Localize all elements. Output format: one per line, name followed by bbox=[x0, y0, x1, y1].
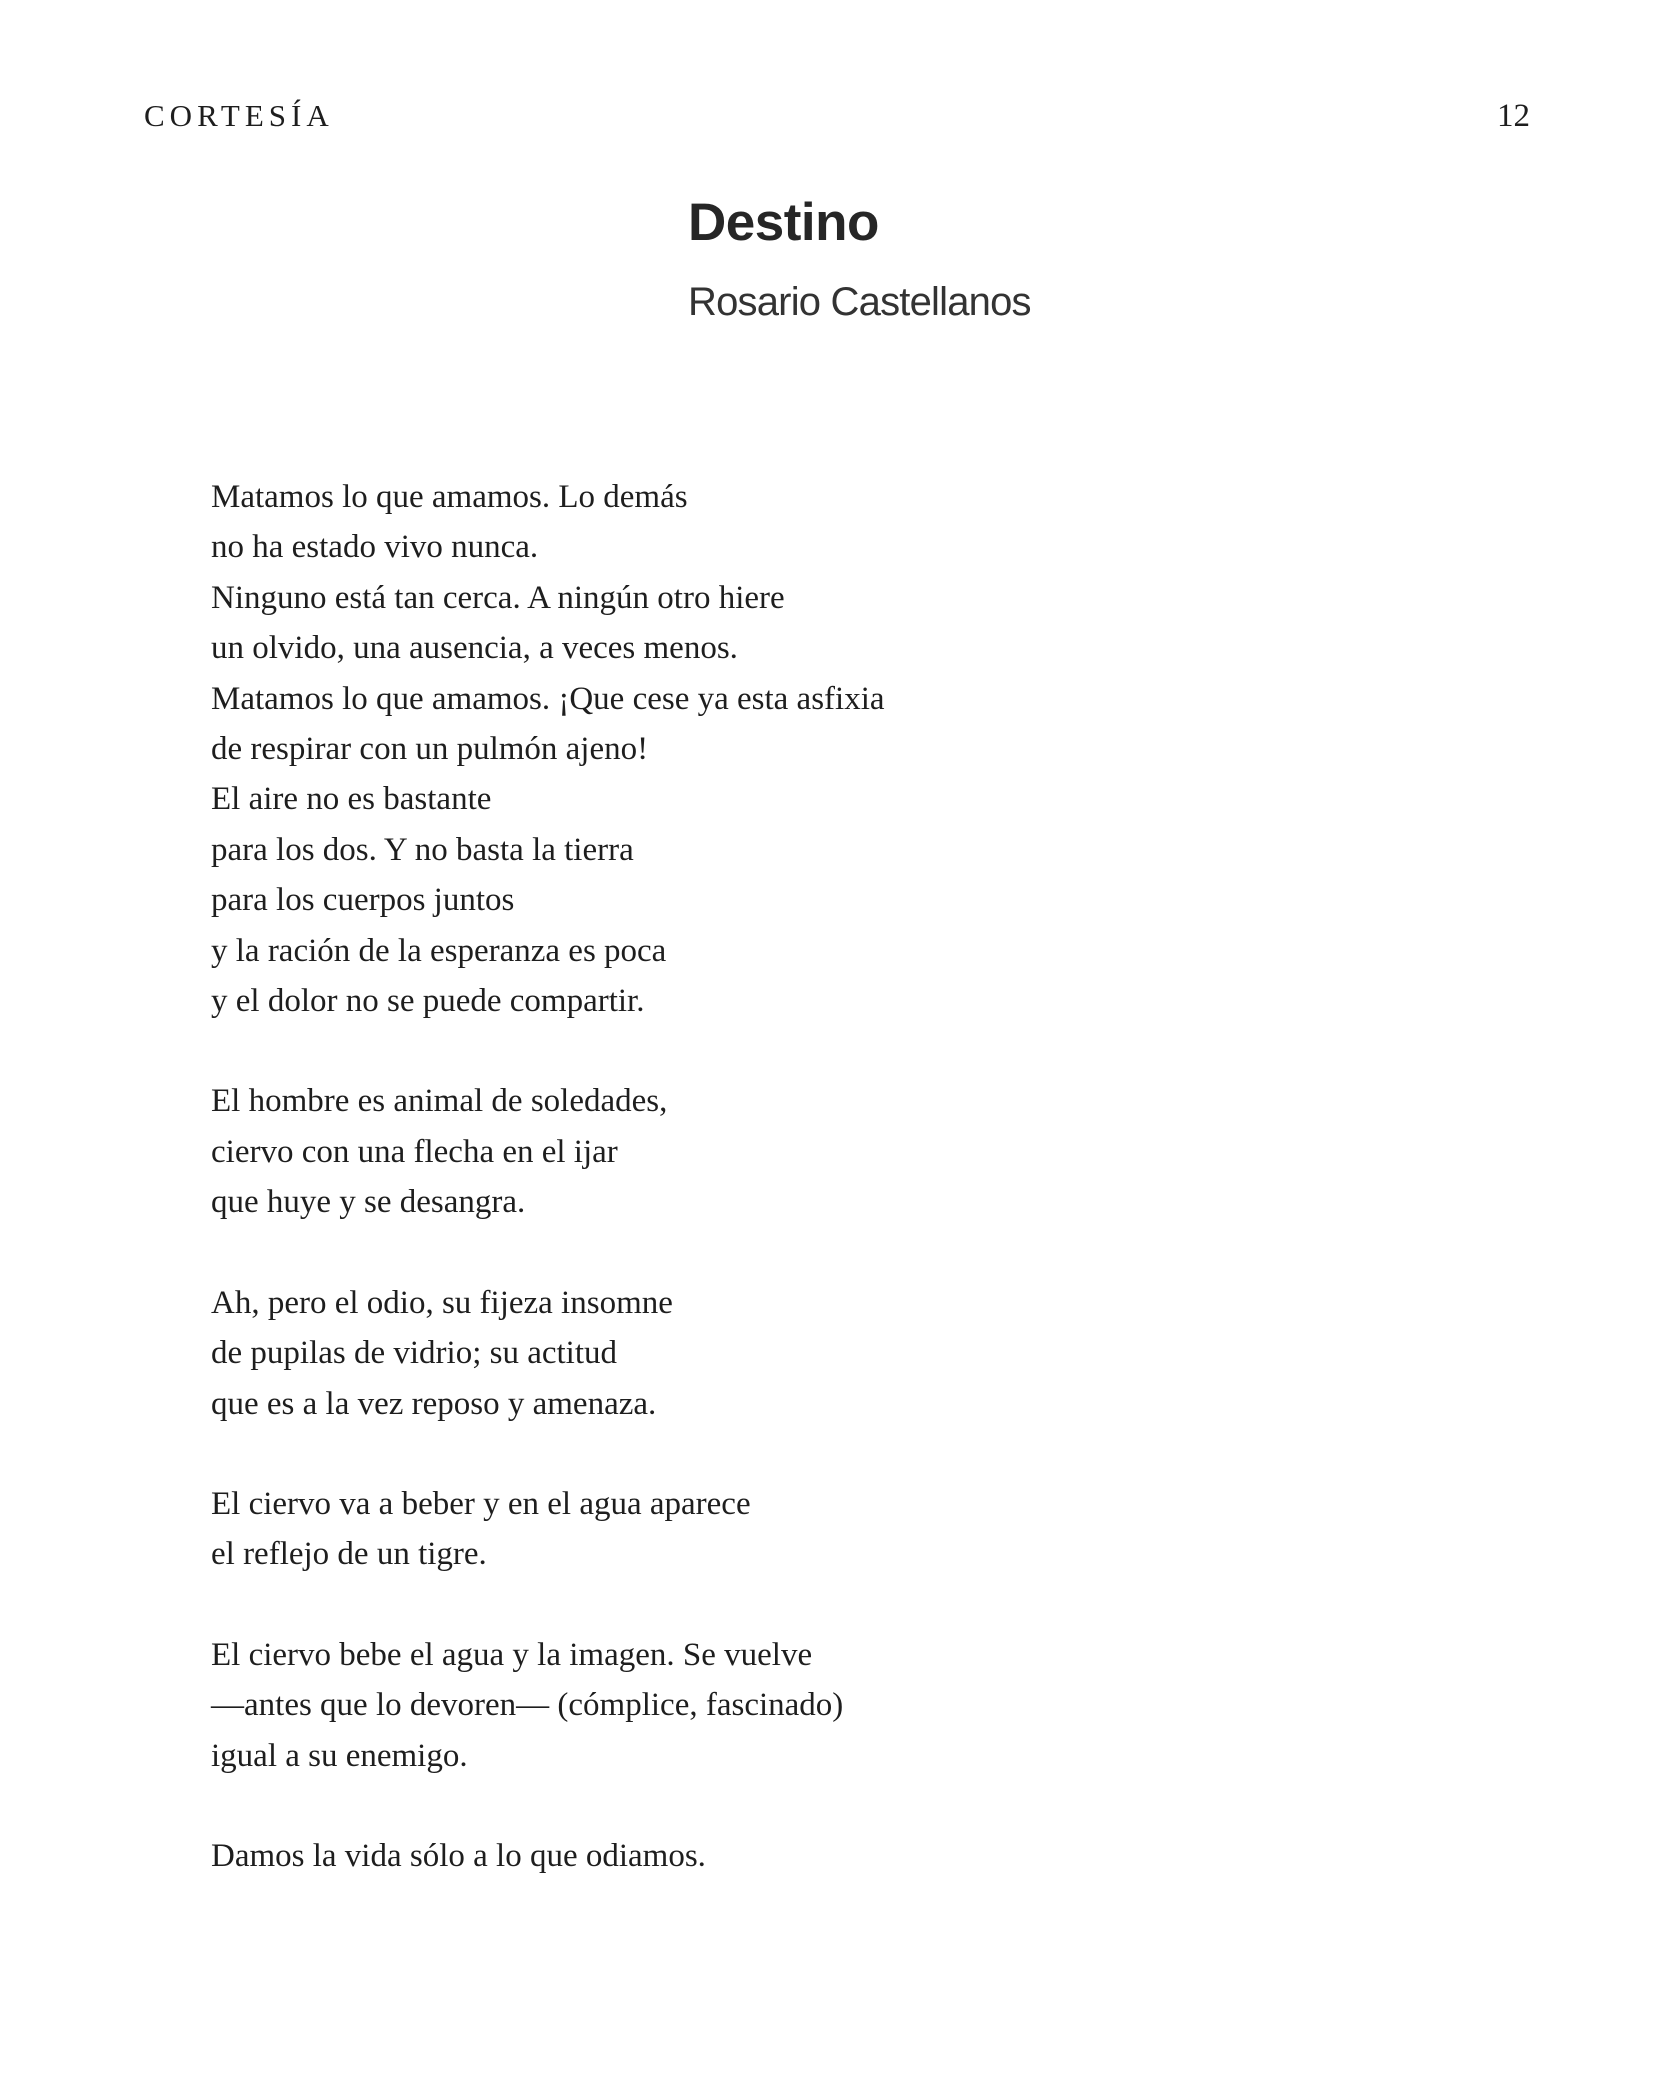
poem-line: igual a su enemigo. bbox=[211, 1737, 468, 1774]
poem-line: no ha estado vivo nunca. bbox=[211, 529, 539, 566]
poem-line: y la ración de la esperanza es poca bbox=[211, 932, 667, 969]
page-number: 12 bbox=[1497, 98, 1530, 134]
poem-line: de respirar con un pulmón ajeno! bbox=[211, 731, 649, 768]
poem-line: que es a la vez reposo y amenaza. bbox=[211, 1385, 657, 1422]
poem-line: Ninguno está tan cerca. A ningún otro hiere bbox=[211, 579, 785, 616]
running-head: CORTESÍA bbox=[144, 98, 334, 133]
poem-line: El hombre es animal de soledades, bbox=[211, 1083, 668, 1120]
poem-line: que huye y se desangra. bbox=[211, 1184, 526, 1221]
poem-line: de pupilas de vidrio; su actitud bbox=[211, 1335, 618, 1372]
stanza-1 bbox=[211, 472, 1311, 1026]
stanza-2 bbox=[211, 1076, 1311, 1227]
poem-body bbox=[211, 472, 1311, 1931]
poem-line: El aire no es bastante bbox=[211, 781, 492, 818]
poem-line: Matamos lo que amamos. Lo demás bbox=[211, 479, 688, 515]
poem-line: Matamos lo que amamos. ¡Que cese ya esta asfixia bbox=[211, 680, 885, 717]
poem-line: ciervo con una flecha en el ijar bbox=[211, 1133, 618, 1170]
stanza-5 bbox=[211, 1630, 1311, 1781]
poem-line: El ciervo va a beber y en el agua aparece bbox=[211, 1485, 751, 1522]
stanza-4 bbox=[211, 1479, 1311, 1580]
poem-line: —antes que lo devoren— (cómplice, fascinado) bbox=[211, 1687, 844, 1724]
poem-line: para los cuerpos juntos bbox=[211, 882, 515, 919]
poem-author: Rosario Castellanos bbox=[688, 280, 1031, 324]
poem-line: y el dolor no se puede compartir. bbox=[211, 983, 645, 1020]
stanza-6 bbox=[211, 1831, 1311, 1881]
poem-line: para los dos. Y no basta la tierra bbox=[211, 831, 634, 868]
stanza-3 bbox=[211, 1278, 1311, 1429]
poem-title: Destino bbox=[688, 193, 879, 252]
poem-line: Ah, pero el odio, su fijeza insomne bbox=[211, 1284, 673, 1321]
poem-line: El ciervo bebe el agua y la imagen. Se vuelve bbox=[211, 1636, 813, 1673]
poem-line: un olvido, una ausencia, a veces menos. bbox=[211, 630, 738, 667]
poem-line: Damos la vida sólo a lo que odiamos. bbox=[211, 1837, 706, 1874]
poem-line: el reflejo de un tigre. bbox=[211, 1536, 487, 1573]
